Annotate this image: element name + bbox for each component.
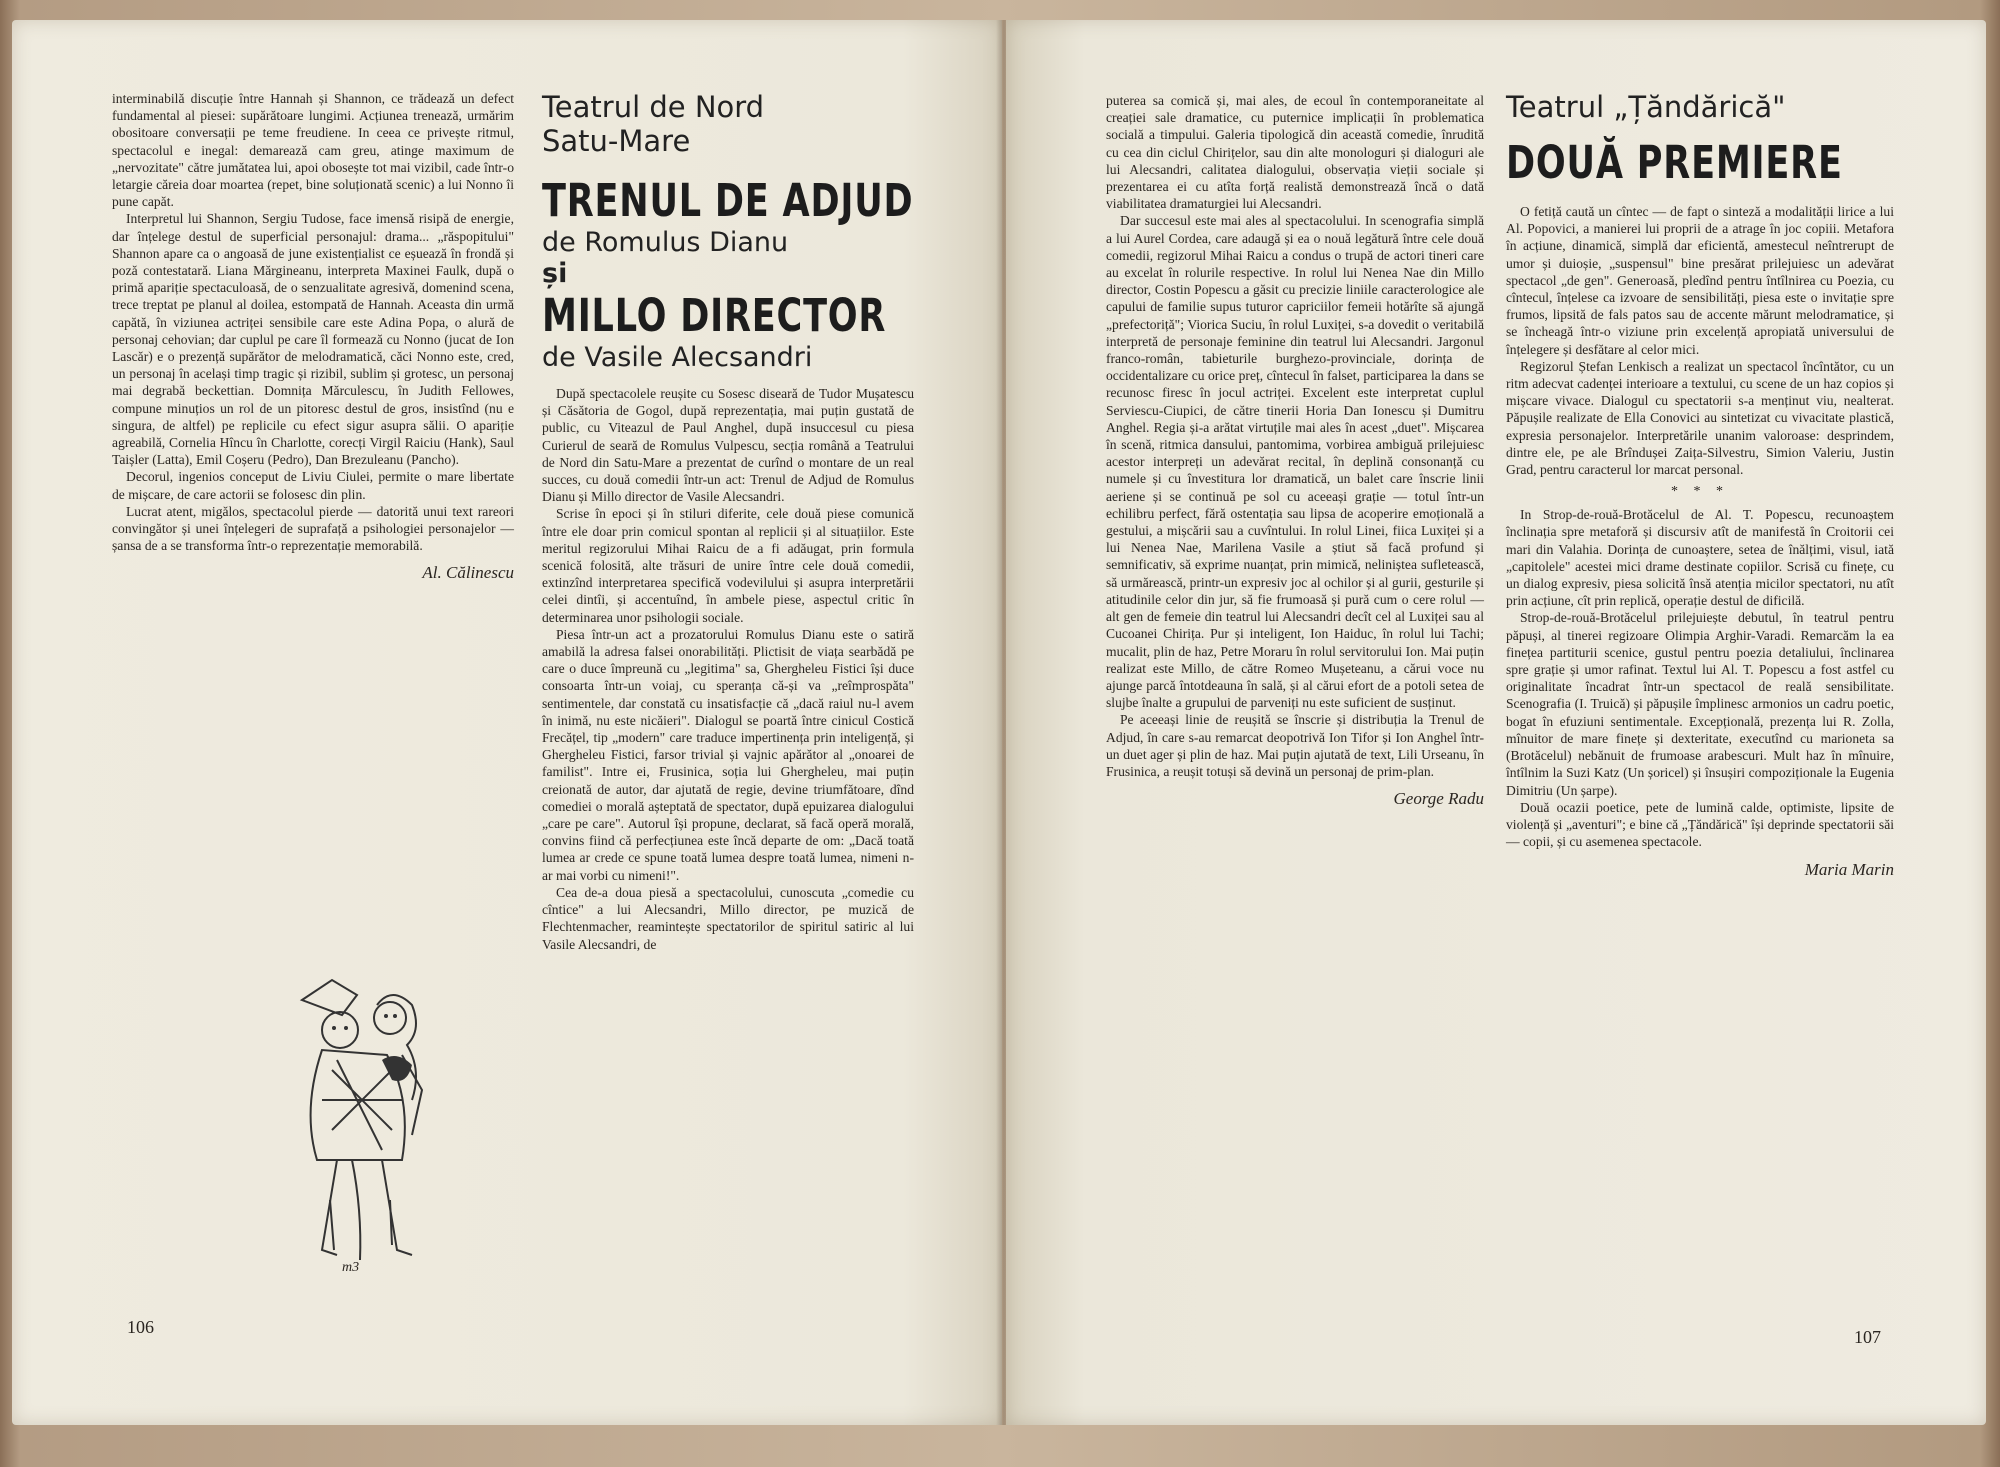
review-column-1 [112,90,514,582]
harlequin-illustration [262,960,462,1290]
theatre-name-line1: Teatrul de Nord [542,90,765,124]
paragraph: In Strop-de-rouă-Brotăcelul de Al. T. Popescu, recunoaștem înclinația spre metaforă și discursiv atît de manifestă în Croitorii cei mari din Valahia. Dorința de cunoaștere, setea de înălțimi, visul, iată „capitolele" acestei mici drame destinate copiilor. Scrisă cu finețe, cu un dialog expresiv, piesa solicită însă atenția micilor spectatori, nu atît prin acțiune, cît prin replică, operație destul de dificilă. [1506,507,1894,609]
article-nord-continued-column [1106,92,1484,807]
page-number-right: 107 [1854,1327,1881,1347]
paragraph: Dar succesul este mai ales al spectacolului. In scenografia simplă a lui Aurel Cordea, care adaugă și ea o nouă legătură între cele două comedii, regizorul Mihai Raicu a condus o trupă de actori tineri care au excelat în rolurile respective. In rolul lui Nenea Nae din Millo director, Costin Popescu a găsit cu precizie liniile caracterologice ale capului de familie supus tuturor capriciilor femeii hotărîte să ajungă „prefectoriță"; Viorica Suciu, în rolul Luxiței, s-a dovedit o veritabilă interpretă de personaje feminine din teatrul lui Alecsandri. Jargonul franco-român, tabieturile burghezo-provinciale, dorința de occidentalizare cu orice preț, cîntecul în falset, participarea la dans se recunosc firesc în jocul actriței. Excelent este interpretat cuplul Serviescu-Ciupici, de către tinerii Horia Dan Ionescu și Dumitru Anghel. Regia și-a arătat virtuțile mai ales în acest „duet". Mișcarea în scenă, ritmica dansului, pantomima, vorbirea ambiguă prilejuiesc acestor interpreți un adevărat recital, în deplină consonanță cu numele și cu învestitura lor dramatică, un balet care înscrie linii aeriene și se continuă pe sol cu aceeași grație — totul într-un echilibru perfect, fără ostentația sau lipsa de acoperire emoțională a gestului, a mișcării sau a cuvîntului. In rolul Linei, fiica Luxiței și a lui Nenea Nae, Marilena Vasile a știut să facă profund și semnificativ, să exprime nuanțat, prin mimică, neliniștea sufletească, să urmărească, printr-un expresiv joc al ochilor și al gurii, gesturile și atitudinile celor din jur, să fie frumoasă și pură cum o cere rolul — alt gen de femeie din teatrul lui Alecsandri decît cel al Luxiței sau al Cucoanei Chirița. Pur și inteligent, Ion Haiduc, în rolul lui Tachi; mucalit, plin de haz, Petre Moraru în rolul servitorului Ion. Mai puțin realizat este Millo, de către Romeo Mușeteanu, a cărui voce nu ajunge parcă întotdeauna în sală, și al cărui efort de a potoli setea de slujbe înalte a grupului de parveniți nu este suficient de susținut. [1106,213,1484,711]
harlequin-drawing-icon [262,960,462,1290]
author-dianu: de Romulus Dianu [542,227,789,258]
theatre-tandarica-name: Teatrul „Țăndărică" [1506,90,1786,124]
article-tandarica-column [1506,90,1894,880]
paragraph: interminabilă discuție între Hannah și Shannon, ce trădează un defect fundamental al piesei: supărătoare lungimi. Acțiunea trenează, urmărim obositoare conversații pe teme freudiene. In ceea ce privește ritmul, spectacolul e inegal: demarează cam greu, atinge maximum de „nervozitate" către jumătatea lui, apoi obosește tot mai vizibil, cade într-o letargie căreia doar moartea (repet, bine soluționată scenic) a lui Nonno îi pune capăt. [112,91,514,210]
article-nord-text [542,385,914,953]
article-tandarica-text-b [1506,506,1894,850]
section-separator: * * * [1671,484,1729,500]
article-nord-column [542,90,914,953]
paragraph: Regizorul Ștefan Lenkisch a realizat un spectacol încîntător, cu un ritm adecvat cadenței interioare a textului, cu scene de un haz copios și mișcare vivace. Dialogul cu spectatorii s-a menținut viu, nealterat. Păpușile realizate de Ella Conovici au sintetizat cu vivacitate plastică, expresia personajelor. Interpretările unanim valoroase: desprindem, dintre ele, pe ale Brîndușei Zaița-Silvestru, Simion Valeriu, Justin Grad, pentru caracterul lor marcat personal. [1506,358,1894,478]
paragraph: O fetiță caută un cîntec — de fapt o sinteză a modalității lirice a lui Al. Popovici, a manierei lui proprii de a atrage în joc copiii. Metafora în acțiune, dinamică, simplă dar eficientă, amestecul neîntrerupt de umor și duioșie, „suspensul" bine presărat prilejuiesc un adevărat spectacol „de gen". Generoasă, pledînd pentru întîlnirea cu Poezia, cu cîntecul, înțelese ca izvoare de sensibilități, piesa este o invitație spre frumos, lipsită de fals patos sau de accente mărunt melodramatice, și se încheagă într-o viziune prin excelență apropiată universului de înțelegere și desfătare al celor mici. [1506,204,1894,357]
signature-radu: George Radu [1393,789,1484,809]
signature-calinescu: Al. Călinescu [422,563,514,583]
paragraph: Decorul, ingenios conceput de Liviu Ciulei, permite o mare libertate de mișcare, de care actorii se folosesc din plin. [112,469,514,502]
paragraph: Strop-de-rouă-Brotăcelul prilejuiește debutul, în teatrul pentru păpuși, al tinerei regizoare Olimpia Arghir-Varadi. Remarcăm la ea finețea partiturii scenice, gustul pentru poezia detaliului, înclinarea spre grație și umor rafinat. Textul lui Al. T. Popescu a fost astfel cu originalitate încadrat într-un spectacol de reală sensibilitate. Scenografia (I. Truică) și păpușile împlinesc armonios un cadru poetic, bogat în efuziuni sentimentale. Excepțională, prezența lui R. Zolla, mînuitor de mare finețe și dexteritate, executînd cu marioneta sa (Brotăcelul) nebănuit de frumoase arabescuri. Mult haz în mînuire, întîlnim la Suzi Katz (Un șoricel) și însușiri compoziționale la Eugenia Dimitriu (Un șarpe). [1506,610,1894,798]
title-millo-director: MILLO DIRECTOR [542,289,887,342]
theatre-name-line2: Satu-Mare [542,124,691,158]
paragraph: Piesa într-un act a prozatorului Romulus Dianu este o satiră amabilă la adresa falsei onorabilități. Plictisit de viața searbădă pe care o duce împreună cu „legitima" sa, Gherghelеu Fistici își duce consoarta într-un voiaj, cu speranța că-și va „reîmprospăta" sentimentele, dar constată cu insatisfacție că „dacă raiul nu-l avem în inimă, nu este nicăieri". Dialogul se poartă între cinicul Costică Frecățel, tip „modern" care traduce impertinența prin inteligență, și Gherghelеu Fistici, farsor trivial și vajnic apărător al „onoarei de familist". Intre ei, Frusinica, soția lui Gherghelеu, mai puțin creionată de autor, dar ajutată de regie, devine triumfătoare, dînd comediei o morală așteptată de spectator, după epuizarea dialogului „care pe care". Autorul își propune, declarat, să facă operă morală, convins fiind că perfecțiunea este încă departe de om: „Dacă toată lumea ar crede ce spune toată lumea despre toată lumea, nimeni n-ar mai vorbi cu nimeni!". [542,626,914,883]
paragraph: Scrise în epoci și în stiluri diferite, cele două piese comunică între ele doar prin comicul spontan al replicii și al situațiilor. Este meritul regizorului Mihai Raicu de a fi adăugat, prin formula scenică folosită, alte trăsuri de unire între cele două comedii, extinzînd interpretarea specifică vodevilului și asupra interpretării celei dintîi, și accentuînd, în ambele piese, aspectul critic în determinarea unor psihologii sociale. [542,506,914,625]
page-number-left: 106 [127,1317,154,1337]
left-page [12,20,1002,1425]
paragraph: Lucrat atent, migălos, spectacolul pierde — datorită unui text rareori convingător și unei înțelegeri de suprafață a psihologiei personajelor — șansa de a se transforma într-o reprezentație memorabilă. [112,503,514,554]
signature-marin: Maria Marin [1804,860,1894,880]
paragraph: Cea de-a doua piesă a spectacolului, cunoscuta „comedie cu cîntice" a lui Alecsandri, Millo director, pe muzică de Flechtenmacher, reamintește spectatorilor de spiritul satiric al lui Vasile Alecsandri, de [542,884,914,952]
right-page [1006,20,1986,1425]
review-column-1-text [112,90,514,554]
title-trenul-de-adjud: TRENUL DE ADJUD [542,174,914,227]
paragraph: Interpretul lui Shannon, Sergiu Tudose, face imensă risipă de energie, dar înțelege destul de superficial personajul: drama... „răspopitului" Shannon apare ca o angoasă de june existențialist ce eșuează în frondă și poză contestatară. Liana Mărgineanu, interpreta Maxinei Faulk, după o primă apariție spectaculoasă, de o senzualitate agresivă, domenind scena, trece treptat pe planul al doilea, estompată de Hannah. Aceasta din urmă capătă, în viziunea actriței sensibile care este Adina Popa, o alură de personaj cehovian; dar cuplul pe care îl formează cu Nonno (jucat de Ion Lascăr) e o prezență supărător de melodramatică, căci Nonno este, cred, un personaj în același timp tragic și rizibil, sublim și grotesc, un personaj mai degrabă beckettian. Domnița Mărculescu, în Judith Fellowes, compune minuțios un rol de un pitoresc destul de gros, insistînd (nu e singura, de altfel) pe replicile cu efect sigur asupra sălii. O apariție agreabilă, Cornelia Hîncu în Charlotte, corecți Virgil Raiciu (Hank), Saul Taișler (Latta), Emil Coșeru (Pedro), Dan Brezuleanu (Pancho). [112,211,514,468]
headline-doua-premiere: DOUĂ PREMIERE [1506,136,1843,189]
paragraph: După spectacolele reușite cu Sosesc diseară de Tudor Mușatescu și Căsătoria de Gogol, după reprezentația, mai puțin gustată de public, cu Viteazul de Paul Anghel, după insuccesul cu piesa Curierul de seară de Romulus Vulpescu, secția română a Teatrului de Nord din Satu-Mare a prezentat de curînd o montare de un real succes, cu două comedii într-un act: Trenul de Adjud de Romulus Dianu și Millo director de Vasile Alecsandri. [542,386,914,505]
conjunction: și [542,258,568,289]
paragraph: Două ocazii poetice, pete de lumină calde, optimiste, lipsite de violență și „aventuri"; e bine că „Țăndărică" își deprinde spectatorii săi — copii, și cu asemenea spectacole. [1506,799,1894,850]
author-alecsandri: de Vasile Alecsandri [542,342,813,373]
article-nord-continued-text [1106,92,1484,780]
paragraph: puterea sa comică și, mai ales, de ecoul în contemporaneitate al creației sale dramatice, cu puternice implicații în problematica socială a timpului. Galeria tipologică din această comedie, înrudită cu cea din ciclul Chirițelor, sau din alte monologuri și dialoguri ale lui Alecsandri, calitatea dialogului, observația vieții sociale și prezentarea ei cu atîta forță realistă demonstrează încă o dată viabilitatea dramaturgiei lui Alecsandri. [1106,93,1484,212]
article-tandarica-text-a [1506,203,1894,478]
illustration-initials: m3 [342,1260,360,1275]
paragraph: Pe aceeași linie de reușită se înscrie și distribuția la Trenul de Adjud, în care s-au remarcat deopotrivă Ion Tifor și Ion Anghel într-un duet ager și plin de haz. Mai puțin ajutată de text, Lili Urseanu, în Frusinica, a reușit totuși să devină un personaj de prim-plan. [1106,712,1484,779]
